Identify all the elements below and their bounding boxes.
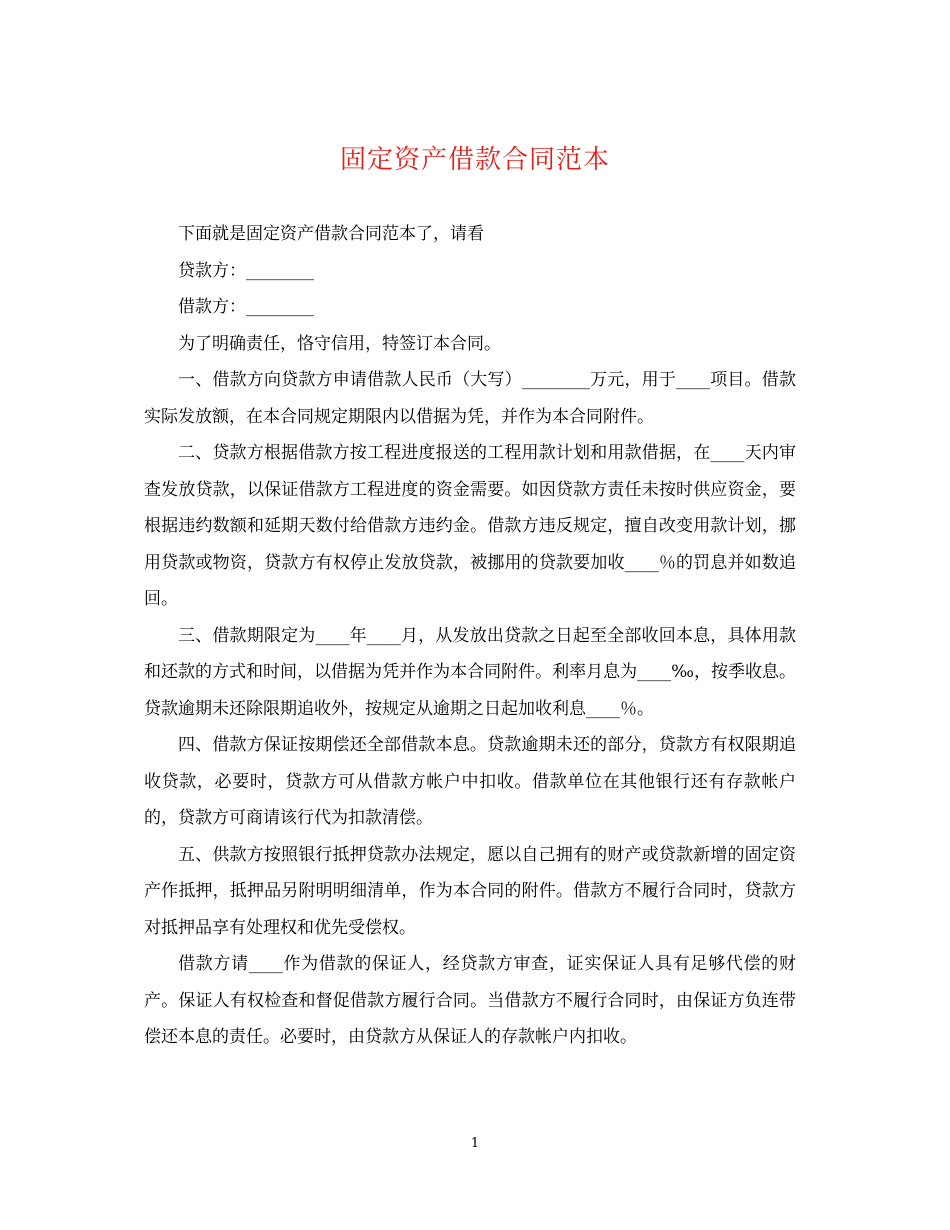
paragraph-clause-4: 四、借款方保证按期偿还全部借款本息。贷款逾期未还的部分，贷款方有权限期追收贷款，必要时，贷款方可从借款方帐户中扣收。借款单位在其他银行还有存款帐户的，贷款方可商请该行代为扣款清偿。 [144,735,796,828]
paragraph-purpose: 为了明确责任，恪守信用，特签订本合同。 [178,333,501,354]
paragraph-borrower: 借款方：________ [178,297,314,317]
paragraph-lender: 贷款方：________ [178,260,314,281]
document-title: 固定资产借款合同范本 [339,145,610,175]
paragraph-intro: 下面就是固定资产借款合同范本了，请看 [178,224,484,244]
page-number: 1 [470,1136,480,1151]
paragraph-guarantor: 借款方请____作为借款的保证人，经贷款方审查，证实保证人具有足够代偿的财产。保证人有权检查和督促借款方履行合同。当借款方不履行合同时，由保证方负连带偿还本息的责任。必要时，由贷款方从保证人的存款帐户内扣收。 [144,954,796,1047]
paragraph-clause-3: 三、借款期限定为____年____月，从发放出贷款之日起至全部收回本息，具体用款和还款的方式和时间，以借据为凭并作为本合同附件。利率月息为____‰，按季收息。贷款逾期未还除限期追收外，按规定从逾期之日起加收利息____％。 [144,625,796,719]
paragraph-clause-2: 二、贷款方根据借款方按工程进度报送的工程用款计划和用款借据，在____天内审查发放贷款，以保证借款方工程进度的资金需要。如因贷款方责任未按时供应资金，要根据违约数额和延期天数付给借款方违约金。借款方违反规定，擅自改变用款计划，挪用贷款或物资，贷款方有权停止发放贷款，被挪用的贷款要加收____％的罚息并如数追回。 [144,443,796,609]
paragraph-clause-1: 一、借款方向贷款方申请借款人民币（大写）________万元，用于____项目。借款实际发放额，在本合同规定期限内以借据为凭，并作为本合同附件。 [144,370,796,427]
paragraph-clause-5: 五、供款方按照银行抵押贷款办法规定，愿以自己拥有的财产或贷款新增的固定资产作抵押，抵押品另附明明细清单，作为本合同的附件。借款方不履行合同时，贷款方对抵押品享有处理权和优先受偿权。 [144,844,796,938]
document-body [144,216,796,1056]
